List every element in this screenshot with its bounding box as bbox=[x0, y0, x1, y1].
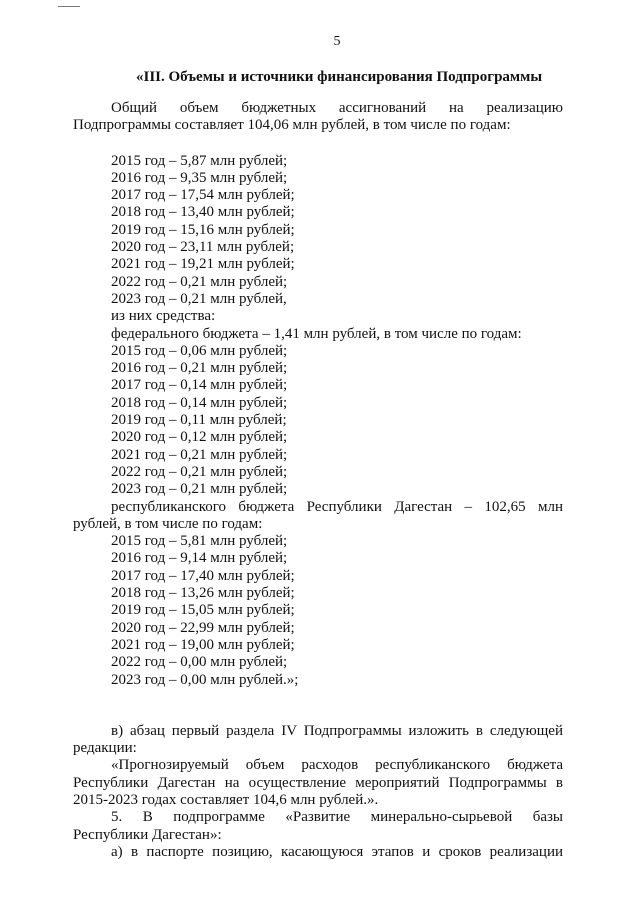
federal-year-line: 2021 год – 0,21 млн рублей; bbox=[111, 446, 288, 463]
federal-year-line: 2022 год – 0,21 млн рублей; bbox=[111, 463, 288, 480]
republic-year-line: 2021 год – 19,00 млн рублей; bbox=[111, 636, 295, 653]
republic-heading-line-2: рублей, в том числе по годам: bbox=[73, 515, 263, 532]
total-year-line: 2016 год – 9,35 млн рублей; bbox=[111, 169, 288, 186]
republic-year-line: 2019 год – 15,05 млн рублей; bbox=[111, 602, 295, 619]
republic-year-line: 2020 год – 22,99 млн рублей; bbox=[111, 619, 295, 636]
scan-mark bbox=[58, 6, 80, 7]
of-them-label: из них средства: bbox=[111, 308, 216, 325]
spacer bbox=[73, 689, 563, 707]
spacer bbox=[73, 707, 563, 723]
item-5-line-1: 5. В подпрограмме «Развитие минерально-сырьевой базы bbox=[111, 809, 563, 826]
intro-line-1: Общий объем бюджетных ассигнований на реализацию bbox=[111, 100, 563, 116]
federal-year-line: 2019 год – 0,11 млн рублей; bbox=[111, 412, 287, 429]
paragraph-v-line-2: редакции: bbox=[73, 740, 137, 757]
quote-line-3: 2015-2023 годах составляет 104,6 млн рублей.». bbox=[73, 791, 379, 808]
total-year-line: 2020 год – 23,11 млн рублей; bbox=[111, 239, 295, 256]
republic-year-line: 2022 год – 0,00 млн рублей; bbox=[111, 654, 288, 671]
federal-year-line: 2023 год – 0,21 млн рублей; bbox=[111, 481, 288, 498]
total-year-line: 2022 год – 0,21 млн рублей; bbox=[111, 273, 288, 290]
federal-year-line: 2017 год – 0,14 млн рублей; bbox=[111, 377, 288, 394]
republic-by-year-list bbox=[73, 533, 563, 689]
quote-line-1: «Прогнозируемый объем расходов республиканского бюджета bbox=[111, 757, 563, 774]
document-body bbox=[73, 100, 563, 861]
federal-year-line: 2020 год – 0,12 млн рублей; bbox=[111, 429, 288, 446]
total-year-line: 2017 год – 17,54 млн рублей; bbox=[111, 187, 295, 204]
federal-year-line: 2015 год – 0,06 млн рублей; bbox=[111, 342, 288, 359]
republic-year-line: 2018 год – 13,26 млн рублей; bbox=[111, 585, 295, 602]
republic-year-line: 2016 год – 9,14 млн рублей; bbox=[111, 550, 288, 567]
federal-year-line: 2018 год – 0,14 млн рублей; bbox=[111, 394, 288, 411]
republic-year-line: 2015 год – 5,81 млн рублей; bbox=[111, 533, 288, 550]
federal-by-year-list bbox=[73, 343, 563, 499]
item-a-line-1: а) в паспорте позицию, касающуюся этапов и сроков реализации bbox=[111, 843, 563, 860]
item-5-line-2: Республики Дагестан»: bbox=[73, 826, 222, 843]
total-year-line: 2015 год – 5,87 млн рублей; bbox=[111, 152, 288, 169]
total-year-line: 2018 год – 13,40 млн рублей; bbox=[111, 204, 295, 221]
page-number: 5 bbox=[333, 34, 341, 49]
republic-heading-line-1: республиканского бюджета Республики Дагестан – 102,65 млн bbox=[111, 498, 563, 515]
total-year-line: 2021 год – 19,21 млн рублей; bbox=[111, 256, 295, 273]
republic-year-line: 2017 год – 17,40 млн рублей; bbox=[111, 567, 295, 584]
spacer bbox=[73, 135, 563, 153]
republic-year-line: 2023 год – 0,00 млн рублей.»; bbox=[111, 671, 299, 688]
intro-line-2: Подпрограммы составляет 104,06 млн рублей, в том числе по годам: bbox=[73, 117, 511, 134]
paragraph-v-line-1: в) абзац первый раздела IV Подпрограммы изложить в следующей bbox=[111, 722, 563, 739]
total-by-year-list bbox=[73, 153, 563, 309]
total-year-line: 2023 год – 0,21 млн рублей, bbox=[111, 290, 287, 307]
section-title: «III. Объемы и источники финансирования Подпрограммы bbox=[136, 69, 543, 85]
federal-year-line: 2016 год – 0,21 млн рублей; bbox=[111, 360, 288, 377]
federal-heading: федерального бюджета – 1,41 млн рублей, в том числе по годам: bbox=[111, 325, 522, 342]
total-year-line: 2019 год – 15,16 млн рублей; bbox=[111, 221, 295, 238]
quote-line-2: Республики Дагестан на осуществление мероприятий Подпрограммы в bbox=[73, 774, 563, 791]
